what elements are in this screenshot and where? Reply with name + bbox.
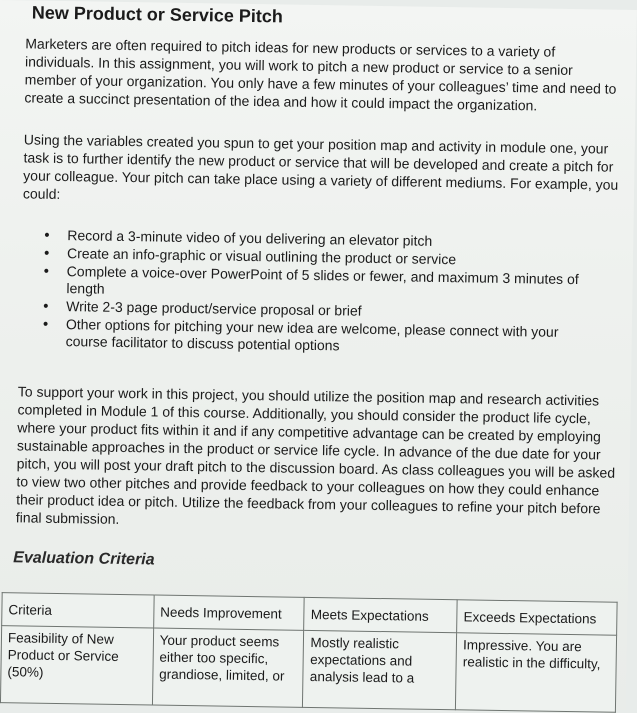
cell-needs-improvement: Your product seems either too specific, grandiose, limited, or bbox=[152, 628, 304, 707]
column-header-needs-improvement: Needs Improvement bbox=[153, 595, 304, 630]
rubric-table bbox=[0, 592, 618, 713]
bullet-icon: • bbox=[44, 226, 50, 244]
option-text: Other options for pitching your new idea are welcome, please connect with your course facilitator to discuss potential options bbox=[65, 316, 559, 354]
option-text: Complete a voice-over PowerPoint of 5 slides or fewer, and maximum 3 minutes of length bbox=[66, 263, 579, 297]
bullet-icon: • bbox=[43, 297, 49, 315]
column-header-exceeds-expectations: Exceeds Expectations bbox=[457, 600, 617, 636]
cell-exceeds-expectations: Impressive. You are realistic in the difficulty, bbox=[456, 633, 617, 713]
cell-meets-expectations: Mostly realistic expectations and analysis lead to a bbox=[303, 630, 457, 709]
intro-paragraph: Marketers are often required to pitch ideas for new products or services to a variety of individuals. In this assignment, you will work to pitch a new product or service to a senior member of your organization. You only have a few minutes of your colleagues’ time and need to create a succinct presentation of the idea and how it could impact the organization. bbox=[24, 35, 617, 114]
option-text: Create an info-graphic or visual outlining the product or service bbox=[66, 245, 457, 268]
column-header-meets-expectations: Meets Expectations bbox=[304, 597, 457, 632]
task-paragraph: Using the variables created you spun to get your position map and activity in module one, your task is to further identify the new product or service that will be developed and create a pitch for your colleague. Your pitch can take place using a variety of different mediums. For example, you could: bbox=[22, 131, 619, 202]
option-text: Write 2-3 page product/service proposal or brief bbox=[66, 298, 362, 319]
evaluation-heading: Evaluation Criteria bbox=[13, 549, 155, 569]
column-header-criteria: Criteria bbox=[2, 593, 154, 628]
page-title: New Product or Service Pitch bbox=[31, 2, 284, 27]
support-paragraph: To support your work in this project, you should utilize the position map and research activities completed in Module 1 of this course. Additionally, you should consider the product life cycle, where your product fits within it and if any competitive advantage can be created by employing sustainable approaches in the product or service life cycle. In advance of the due date for your pitch, you will post your draft pitch to the discussion board. As class colleagues you will be asked to view two other pitches and provide feedback to your colleagues on how they could enhance their product idea or pitch. Utilize the feedback from your colleagues to refine your pitch before final submission. bbox=[15, 383, 616, 527]
bullet-icon: • bbox=[42, 315, 49, 333]
bullet-icon: • bbox=[43, 262, 50, 280]
option-text: Record a 3-minute video of you delivering an elevator pitch bbox=[67, 227, 433, 249]
table-row bbox=[0, 626, 616, 713]
cell-criteria: Feasibility of New Product or Service (50%) bbox=[0, 626, 153, 705]
bullet-icon: • bbox=[43, 244, 50, 262]
pitch-options-list bbox=[38, 227, 605, 360]
